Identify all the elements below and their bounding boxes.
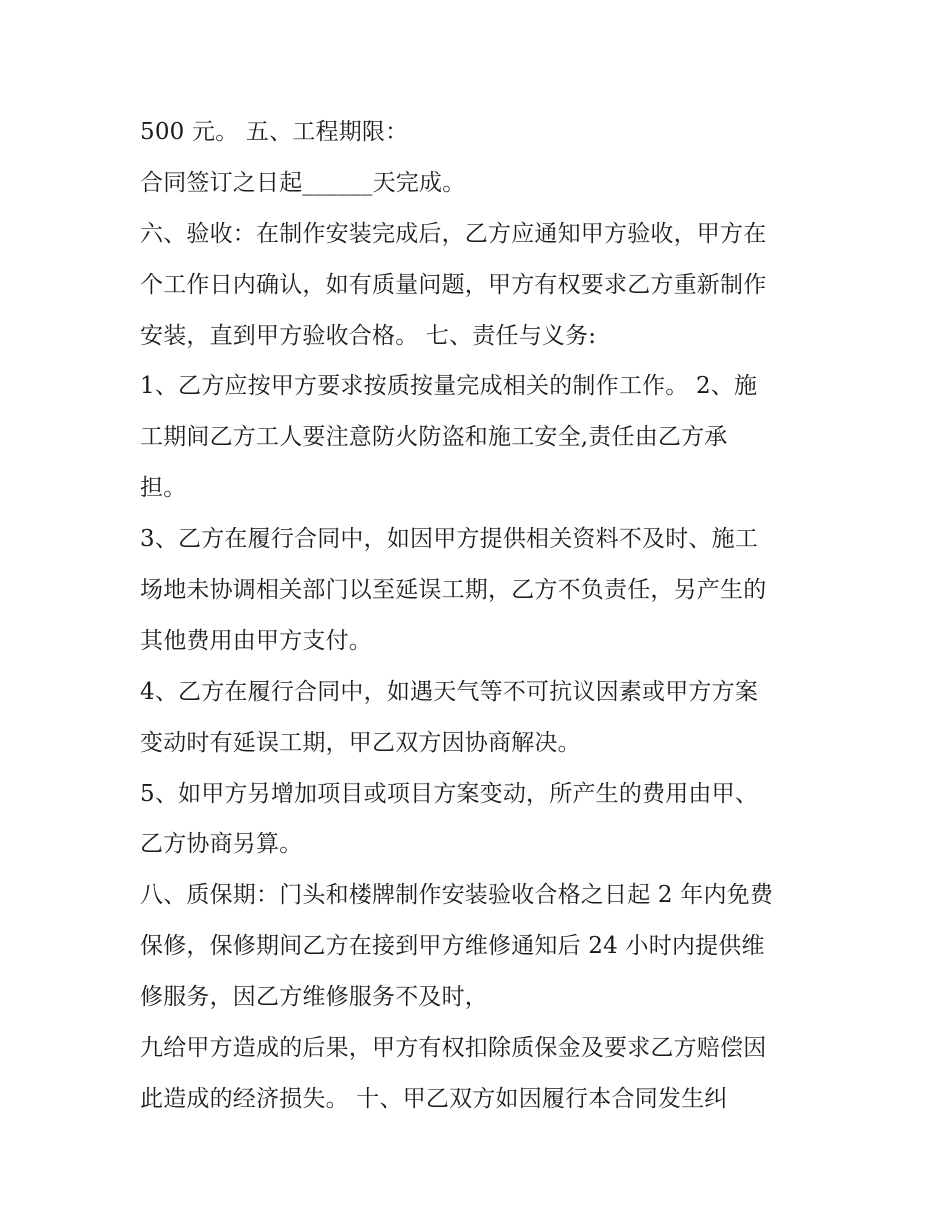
text-line: 其他费用由甲方支付。 — [140, 627, 372, 654]
text-line: 1、乙方应按甲方要求按质按量完成相关的制作工作。 2、施 — [140, 373, 758, 400]
text-line: 乙方协商另算。 — [140, 831, 303, 858]
text-line: 保修，保修期间乙方在接到甲方维修通知后 24 小时内提供维 — [140, 933, 765, 960]
text-line: 工期间乙方工人要注意防火防盗和施工安全,责任由乙方承 — [140, 424, 728, 451]
text-line: 六、验收：在制作安装完成后，乙方应通知甲方验收，甲方在 — [140, 220, 767, 247]
text-line: 八、质保期：门头和楼牌制作安装验收合格之日起 2 年内免费 — [140, 882, 774, 909]
text-line: 安装，直到甲方验收合格。 七、责任与义务: — [140, 322, 597, 349]
contract-text — [140, 107, 830, 1125]
text-line: 修服务，因乙方维修服务不及时， — [140, 984, 488, 1011]
text-line: 九给甲方造成的后果，甲方有权扣除质保金及要求乙方赔偿因 — [140, 1035, 767, 1062]
text-line: 5、如甲方另增加项目或项目方案变动，所产生的费用由甲、 — [140, 780, 759, 807]
text-line: 合同签订之日起______天完成。 — [140, 169, 466, 196]
text-line: 担。 — [140, 475, 187, 502]
text-line: 个工作日内确认，如有质量问题，甲方有权要求乙方重新制作 — [140, 271, 767, 298]
text-line: 场地未协调相关部门以至延误工期，乙方不负责任，另产生的 — [140, 577, 767, 604]
text-line: 3、乙方在履行合同中，如因甲方提供相关资料不及时、施工 — [140, 526, 759, 553]
text-line: 4、乙方在履行合同中，如遇天气等不可抗议因素或甲方方案 — [140, 678, 759, 705]
text-line: 500 元。 五、工程期限： — [140, 119, 409, 145]
text-line: 此造成的经济损失。 十、甲乙双方如因履行本合同发生纠 — [140, 1085, 728, 1112]
text-line: 变动时有延误工期，甲乙双方因协商解决。 — [140, 729, 581, 756]
